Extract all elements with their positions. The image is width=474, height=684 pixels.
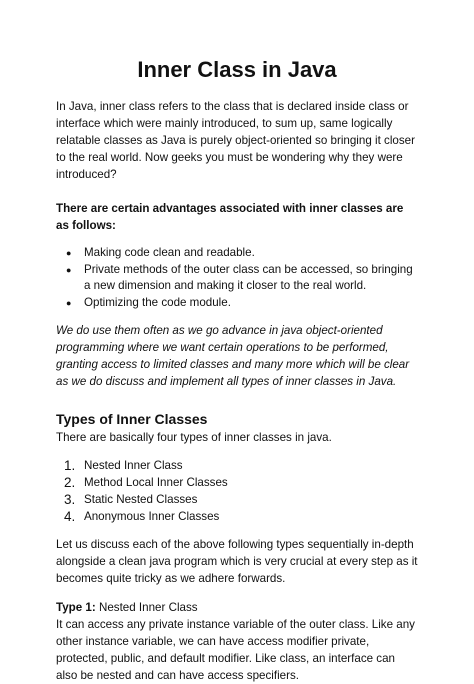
list-number: 2.	[64, 475, 76, 490]
list-number: 3.	[64, 492, 76, 507]
bullet-icon: ●	[66, 297, 72, 308]
list-item	[56, 457, 418, 474]
intro-paragraph: In Java, inner class refers to the class that is declared inside class or interface which were mainly introduced, to sum up, same logically relatable classes as Java is purely object-oriented so bringing it closer to the real world. Now geeks you must be wondering why they were introduced?	[56, 100, 415, 181]
list-item	[56, 245, 418, 262]
bullet-icon: ●	[66, 264, 72, 275]
list-item-text: Method Local Inner Classes	[84, 476, 228, 489]
type1-label: Type 1:	[56, 601, 96, 614]
list-item	[56, 491, 418, 508]
list-item	[56, 508, 418, 525]
list-item	[56, 474, 418, 491]
type1-heading	[56, 599, 418, 616]
document-title: Inner Class in Java	[137, 57, 337, 82]
list-number: 1.	[64, 458, 76, 473]
bullet-icon: ●	[66, 248, 72, 258]
list-number: 4.	[64, 509, 76, 524]
type1-body: It can access any private instance variable of the outer class. Like any other instance variable, we can have access modifier private, protected, public, and default modifier. Like class, an interface can also be nested and can have access specifiers.	[56, 618, 415, 682]
types-intro: There are basically four types of inner classes in java.	[56, 431, 332, 444]
discuss-paragraph: Let us discuss each of the above following types sequentially in-depth alongside a clean java program which is very crucial at every step as it becomes quite tricky as we adhere forwards.	[56, 538, 418, 585]
list-item-text: Anonymous Inner Classes	[84, 510, 220, 523]
list-item-text: Private methods of the outer class can be accessed, so bringing a new dimension and making it closer to the real world.	[84, 262, 413, 292]
advantages-heading: There are certain advantages associated with inner classes are as follows:	[56, 202, 404, 232]
list-item	[56, 262, 418, 295]
list-item-text: Making code clean and readable.	[84, 246, 255, 259]
list-item	[56, 295, 418, 312]
list-item-text: Optimizing the code module.	[84, 295, 231, 309]
advantages-list	[56, 245, 418, 311]
italic-paragraph: We do use them often as we go advance in java object-oriented programming where we want certain operations to be performed, granting access to limited classes and many more which will be clear as we do discuss and implement all types of inner classes in Java.	[56, 324, 410, 388]
list-item-text: Static Nested Classes	[84, 493, 198, 506]
types-list	[56, 457, 418, 525]
list-item-text: Nested Inner Class	[84, 459, 183, 472]
type1-name: Nested Inner Class	[98, 601, 198, 614]
types-heading: Types of Inner Classes	[56, 411, 208, 427]
